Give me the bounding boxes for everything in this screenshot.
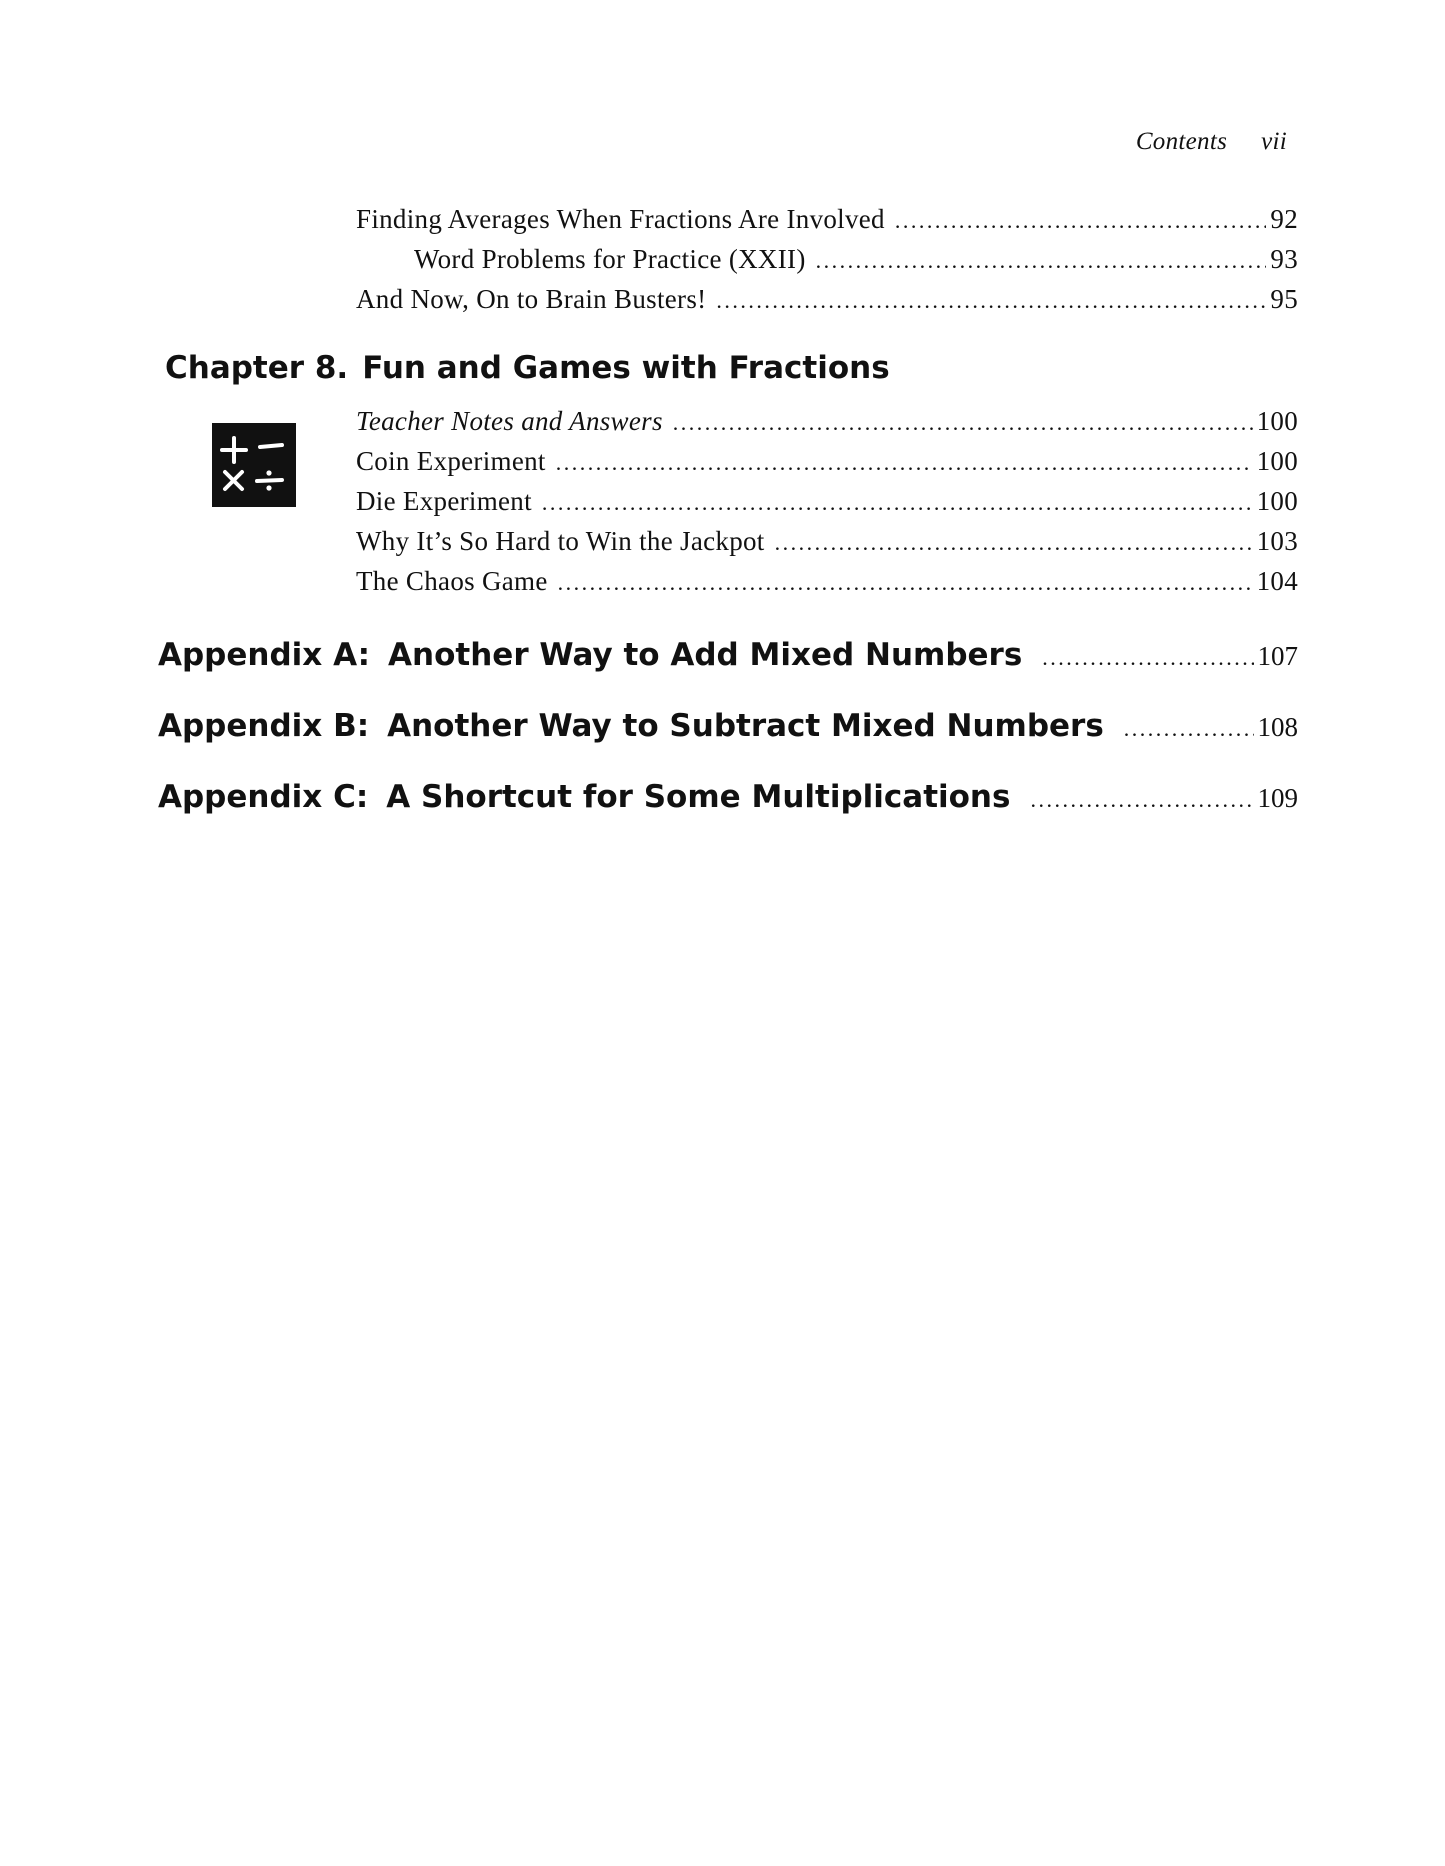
toc-entry-label: Why It’s So Hard to Win the Jackpot [356,526,765,556]
toc-entry[interactable] [356,481,1298,521]
appendix-title: A Shortcut for Some Multiplications [386,779,1011,815]
appendix-entry-b[interactable] [158,701,1298,751]
header-title: Contents [1135,128,1228,155]
dot-leader [816,241,1267,281]
toc-entry-page: 95 [1270,284,1298,314]
appendix-page: 108 [1257,712,1298,742]
toc-entry-page: 100 [1256,406,1298,436]
toc-entry-page: 104 [1256,566,1298,596]
toc-entry-label: And Now, On to Brain Busters! [356,284,707,314]
toc-entry-page: 103 [1256,526,1298,556]
chapter-title: Fun and Games with Fractions [362,350,890,386]
toc-entry-label: Finding Averages When Fractions Are Involved [356,204,885,234]
chapter-heading[interactable] [165,350,890,386]
dot-leader [1124,704,1254,754]
dot-leader [556,443,1253,483]
appendix-title: Another Way to Subtract Mixed Numbers [387,708,1104,744]
dot-leader [895,201,1267,241]
toc-entry-label: Coin Experiment [356,446,546,476]
appendix-entry-c[interactable] [158,772,1298,822]
appendix-title: Another Way to Add Mixed Numbers [388,637,1023,673]
toc-entry[interactable] [356,401,1298,441]
toc-entry[interactable] [356,199,1298,239]
dot-leader [1042,633,1253,683]
toc-entry-label: Word Problems for Practice (XXII) [414,244,806,274]
chapter-label: Chapter 8. [165,350,349,386]
dot-leader [542,483,1253,523]
toc-entry-label: Teacher Notes and Answers [356,406,663,436]
dot-leader [775,523,1253,563]
appendix-page: 109 [1257,783,1298,813]
toc-entry[interactable] [356,441,1298,481]
arithmetic-operators-icon [212,423,296,507]
dot-leader [1030,775,1253,825]
header-page-number: vii [1261,128,1287,155]
appendix-page: 107 [1257,641,1298,671]
toc-entry[interactable] [356,521,1298,561]
toc-entry-page: 92 [1270,204,1298,234]
toc-entry-page: 100 [1256,446,1298,476]
toc-entry-page: 93 [1270,244,1298,274]
dot-leader [673,403,1253,443]
toc-entry-page: 100 [1256,486,1298,516]
toc-entry-label: Die Experiment [356,486,532,516]
toc-entry-label: The Chaos Game [356,566,548,596]
appendix-label: Appendix B: [158,708,370,744]
toc-entry[interactable] [356,561,1298,601]
running-header [1136,128,1287,156]
appendix-label: Appendix A: [158,637,371,673]
toc-subentry[interactable] [414,239,1298,279]
dot-leader [716,281,1266,321]
dot-leader [558,563,1253,603]
toc-entry[interactable] [356,279,1298,319]
appendix-label: Appendix C: [158,779,369,815]
appendix-entry-a[interactable] [158,630,1298,680]
arithmetic-operators-glyphs [212,423,296,507]
